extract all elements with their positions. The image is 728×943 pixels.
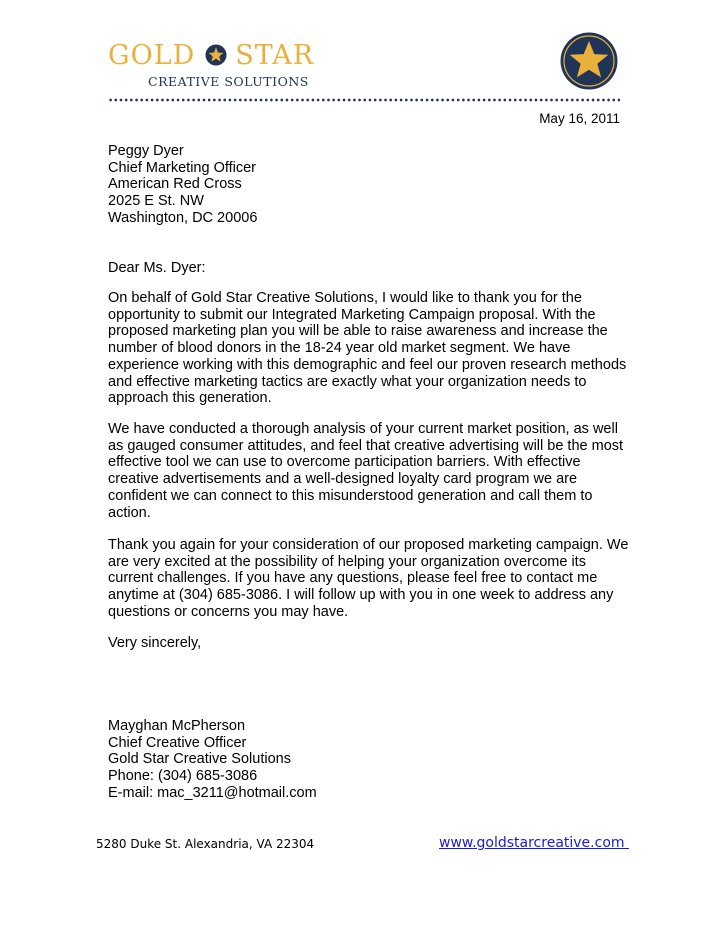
- star-icon: [205, 44, 227, 66]
- logo-tagline: CREATIVE SOLUTIONS: [148, 74, 309, 89]
- salutation: Dear Ms. Dyer:: [108, 260, 206, 276]
- paragraph-line: are very excited at the possibility of helping your organization overcome its: [108, 553, 586, 570]
- company-logo: [108, 38, 378, 88]
- logo-word-gold: GOLD: [108, 39, 196, 71]
- signer-company: Gold Star Creative Solutions: [108, 751, 291, 768]
- letter-date: May 16, 2011: [539, 111, 620, 126]
- paragraph-line: questions or concerns you may have.: [108, 603, 349, 620]
- paragraph-line: number of blood donors in the 18-24 year old market segment. We have: [108, 340, 571, 357]
- paragraph-line: confident we can connect to this misunderstood generation and call them to: [108, 487, 593, 504]
- closing: Very sincerely,: [108, 635, 202, 651]
- paragraph-line: approach this generation.: [108, 390, 272, 407]
- paragraph-line: action.: [108, 504, 151, 521]
- paragraph-line: We have conducted a thorough analysis of your current market position, as well: [108, 421, 618, 437]
- paragraph-line: experience working with this demographic and feel our proven research methods: [108, 356, 627, 373]
- star-badge-icon: [560, 32, 618, 90]
- signer-name: Mayghan McPherson: [108, 718, 246, 734]
- paragraph-line: effective tool we can use to overcome participation barriers. With effective: [108, 454, 581, 471]
- signer-email: E-mail: mac_3211@hotmail.com: [108, 784, 317, 801]
- paragraph-line: anytime at (304) 685-3086. I will follow up with you in one week to address any: [108, 587, 614, 604]
- logo-wordmark: [108, 38, 314, 72]
- recipient-street: 2025 E St. NW: [108, 193, 204, 210]
- signature-block: [108, 718, 317, 802]
- dotted-divider: [108, 98, 620, 102]
- signer-phone: Phone: (304) 685-3086: [108, 768, 258, 785]
- website-link[interactable]: www.goldstarcreative.com: [439, 835, 629, 851]
- recipient-organization: American Red Cross: [108, 176, 242, 193]
- paragraph-line: Thank you again for your consideration of our proposed marketing campaign. We: [108, 537, 629, 553]
- body-paragraph-3: [108, 537, 628, 621]
- paragraph-line: as gauged consumer attitudes, and feel that creative advertising will be the most: [108, 437, 624, 454]
- body-paragraph-2: [108, 421, 623, 521]
- paragraph-line: On behalf of Gold Star Creative Solutions, I would like to thank you for the: [108, 290, 582, 306]
- recipient-city: Washington, DC 20006: [108, 209, 258, 226]
- recipient-address: [108, 143, 257, 227]
- paragraph-line: and effective marketing tactics are exactly what your organization needs to: [108, 373, 587, 390]
- signer-title: Chief Creative Officer: [108, 734, 247, 751]
- paragraph-line: current challenges. If you have any questions, please feel free to contact me: [108, 570, 598, 587]
- body-paragraph-1: [108, 290, 626, 407]
- paragraph-line: proposed marketing plan you will be able to raise awareness and increase the: [108, 323, 608, 340]
- footer-address: 5280 Duke St. Alexandria, VA 22304: [96, 837, 315, 851]
- recipient-name: Peggy Dyer: [108, 143, 184, 159]
- paragraph-line: creative advertisements and a well-designed loyalty card program we are: [108, 471, 578, 488]
- logo-word-star: STAR: [235, 39, 315, 71]
- recipient-title: Chief Marketing Officer: [108, 159, 257, 176]
- paragraph-line: opportunity to submit our Integrated Marketing Campaign proposal. With the: [108, 306, 596, 323]
